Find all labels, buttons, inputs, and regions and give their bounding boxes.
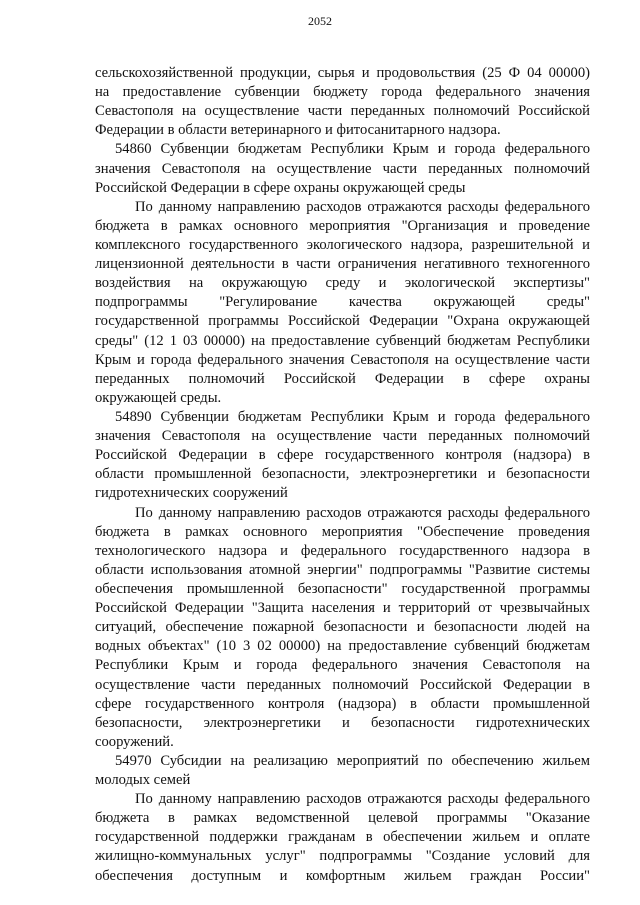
text-line: жилищно-коммунальных услуг" подпрограммы "Создание условий для [95,848,590,865]
text-line: Российской Федерации "Защита населения и территорий от чрезвычайных [95,600,590,617]
text-line: воздействия на окружающую среду и экологической экспертизы" [95,275,590,292]
text-line: Республики Крым и города федерального значения Севастополя на [95,657,590,674]
text-line: государственной поддержки гражданам в обеспечении жильем и оплате [95,829,590,846]
text-line: бюджета в рамках основного мероприятия "Обеспечение проведения [95,523,590,540]
text-line: на предоставление субвенции бюджету города федерального значения [95,84,590,101]
page-number: 2052 [308,14,332,28]
text-line: Российской Федерации в сфере государственного контроля (надзора) в [95,447,590,464]
text-line: обеспечения промышленной безопасности" государственной программы [95,580,590,597]
text-line: государственной программы Российской Федерации "Охрана окружающей [95,313,590,330]
text-line: сфере государственного контроля (надзора) в области промышленной [95,695,590,712]
text-line: гидротехнических сооружений [95,485,288,502]
text-line: Российской Федерации в сфере охраны окружающей среды [95,179,466,196]
text-line: сельскохозяйственной продукции, сырья и продовольствия (25 Ф 04 00000) [95,65,590,81]
text-line: среды" (12 1 03 00000) на предоставление субвенций бюджетам Республики [95,332,590,349]
text-line: сооружений. [95,733,174,750]
text-line: безопасности, электроэнергетики и безопасности гидротехнических [95,714,590,731]
text-line: комплексного государственного экологического надзора, разрешительной и [95,236,590,253]
text-line: области промышленной безопасности, электроэнергетики и безопасности [95,466,590,483]
text-line: бюджета в рамках ведомственной целевой программы "Оказание [95,810,590,827]
text-line: значения Севастополя на осуществление части переданных полномочий [95,428,590,445]
section-heading-line: 54860 Субвенции бюджетам Республики Крым и города федерального [115,141,590,158]
text-line: бюджета в рамках основного мероприятия "Организация и проведение [95,217,590,234]
text-line: ситуаций, обеспечение пожарной безопасности и безопасности людей на [95,619,590,636]
text-line: осуществление части переданных полномочий Российской Федерации в [95,676,590,693]
text-line: лицензионной деятельности в части ограничения негативного техногенного [95,256,590,273]
text-line: Крым и города федерального значения Севастополя на осуществление части [95,351,590,368]
section-heading-line: 54890 Субвенции бюджетам Республики Крым и города федерального [115,408,590,425]
text-line: обеспечения доступным и комфортным жильем граждан России" [95,867,590,884]
text-line: окружающей среды. [95,389,222,406]
text-line: Федерации в области ветеринарного и фитосанитарного надзора. [95,122,501,139]
text-line: значения Севастополя на осуществление части переданных полномочий [95,160,590,177]
text-line: водных объектах" (10 3 02 00000) на предоставление субвенций бюджетам [95,638,590,655]
text-line: По данному направлению расходов отражаются расходы федерального [135,504,590,521]
text-line: переданных полномочий Российской Федерации в сфере охраны [95,370,590,387]
text-line: По данному направлению расходов отражаются расходы федерального [135,791,590,808]
text-line: подпрограммы "Регулирование качества окружающей среды" [95,294,590,311]
text-line: молодых семей [95,772,191,789]
text-line: технологического надзора и федерального государственного надзора в [95,542,590,559]
text-line: области использования атомной энергии" подпрограммы "Развитие системы [95,561,590,578]
text-line: По данному направлению расходов отражаются расходы федерального [135,198,590,215]
text-line: Севастополя на осуществление части переданных полномочий Российской [95,103,590,120]
document-body [95,64,590,886]
section-heading-line: 54970 Субсидии на реализацию мероприятий по обеспечению жильем [115,752,590,769]
